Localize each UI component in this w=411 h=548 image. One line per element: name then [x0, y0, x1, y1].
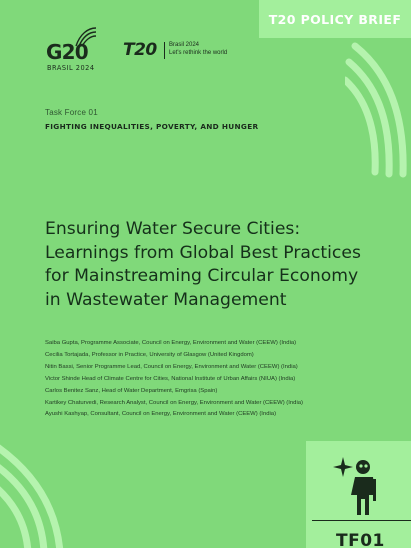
task-force-badge — [306, 441, 411, 548]
t20-tagline: Let's rethink the world — [169, 50, 228, 56]
g20-subtitle: BRASIL 2024 — [47, 64, 95, 72]
author-entry: Kartikey Chaturvedi, Research Analyst, Council on Energy, Environment and Water (CEEW) (India) — [45, 399, 303, 406]
title-line-2: Learnings from Global Best Practices — [45, 242, 361, 263]
author-entry: Cecilia Tortajada, Professor in Practice, University of Glasgow (United Kingdom) — [45, 351, 254, 358]
author-entry: Nitin Bassi, Senior Programme Lead, Council on Energy, Environment and Water (CEEW) (India) — [45, 363, 298, 370]
title-line-4: in Wastewater Management — [45, 289, 287, 310]
author-entry: Ayushi Kashyap, Consultant, Council on Energy, Environment and Water (CEEW) (India) — [45, 411, 277, 418]
policy-brief-tag — [259, 0, 411, 38]
t20-wordmark: T20 — [123, 40, 157, 60]
task-force-code: TF01 — [336, 531, 385, 548]
g20-logo — [46, 26, 106, 74]
t20-subtitle-brasil: Brasil 2024 — [169, 42, 200, 48]
author-entry: Carlos Benitez Sanz, Head of Water Department, Emgrisa (Spain) — [45, 387, 218, 394]
task-force-figure-icon — [333, 455, 385, 517]
task-force-label: Task Force 01 — [45, 108, 98, 117]
task-force-theme: FIGHTING INEQUALITIES, POVERTY, AND HUNGER — [45, 122, 259, 131]
author-entry: Saiba Gupta, Programme Associate, Council on Energy, Environment and Water (CEEW) (India) — [45, 340, 297, 346]
decorative-stripes-left — [0, 440, 70, 548]
t20-divider — [164, 42, 165, 59]
policy-brief-label: T20 POLICY BRIEF — [268, 11, 402, 27]
author-list — [45, 338, 375, 421]
title-line-1: Ensuring Water Secure Cities: — [45, 219, 301, 239]
brief-title — [45, 218, 390, 312]
g20-wordmark: G20 — [46, 40, 88, 64]
decorative-stripes-right — [345, 40, 411, 180]
author-entry: Victor Shinde Head of Climate Centre for Cities, National Institute of Urban Affairs (NIUA) (India) — [45, 375, 296, 382]
badge-divider — [312, 520, 411, 521]
title-line-3: for Mainstreaming Circular Economy — [45, 266, 359, 286]
